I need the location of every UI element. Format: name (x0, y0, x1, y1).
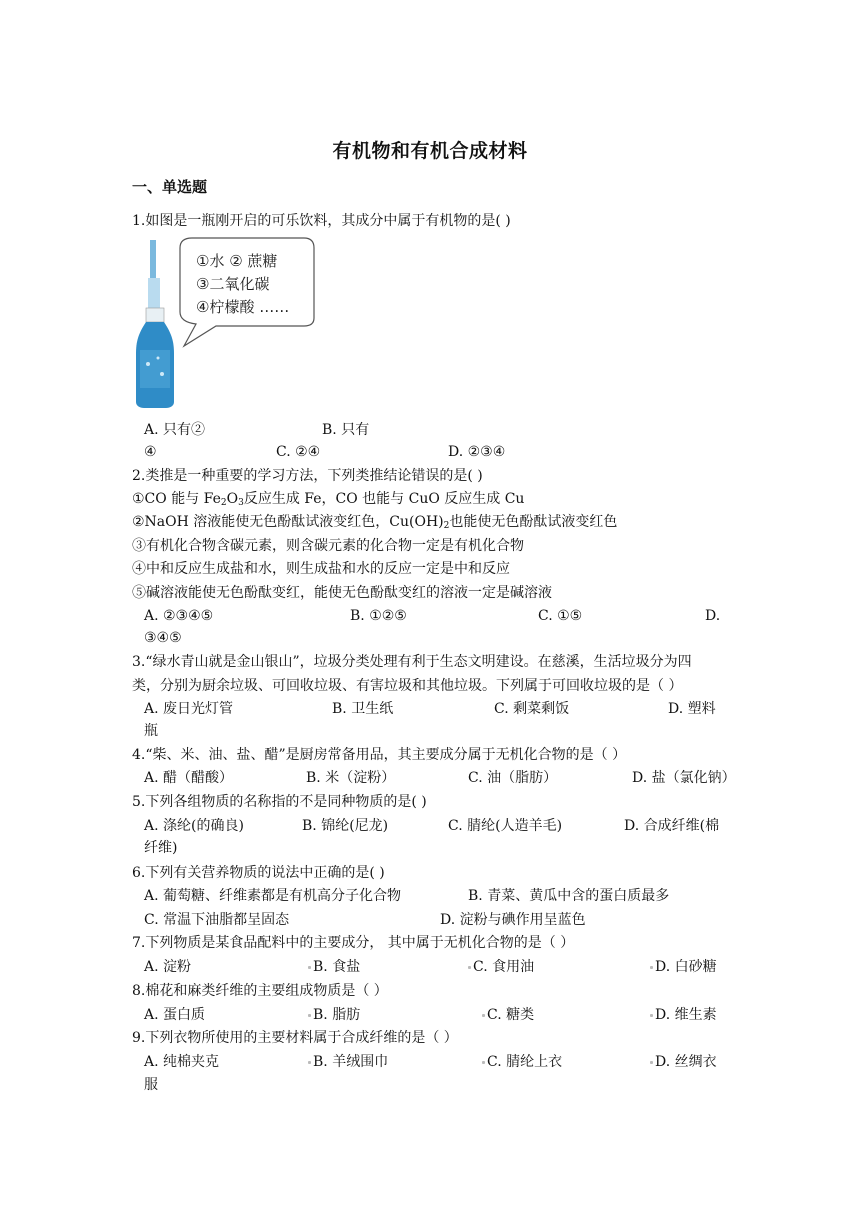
q4-option-a[interactable]: A. 醋（醋酸） (144, 770, 234, 786)
marker-dot (650, 1061, 653, 1064)
bubble-line-3: ④柠檬酸 …… (196, 298, 290, 316)
q6-option-d[interactable]: D. 淀粉与碘作用呈蓝色 (440, 912, 586, 928)
q5-option-d[interactable]: D. 合成纤维(棉 (624, 818, 720, 834)
cola-bottle-image (134, 238, 176, 410)
q9-option-c[interactable]: C. 腈纶上衣 (487, 1054, 563, 1070)
q9-option-b[interactable]: B. 羊绒围巾 (313, 1054, 389, 1070)
q2-option-c[interactable]: C. ①⑤ (538, 608, 583, 624)
q2-statement-3: ③有机化合物含碳元素，则含碳元素的化合物一定是有机化合物 (132, 538, 524, 554)
q2-option-b[interactable]: B. ①②⑤ (350, 608, 407, 624)
q3-option-a[interactable]: A. 废日光灯管 (144, 701, 234, 717)
q6-option-c[interactable]: C. 常温下油脂都呈固态 (144, 912, 290, 928)
document-title: 有机物和有机合成材料 (332, 140, 528, 162)
bubble-line-2: ③二氧化碳 (196, 275, 270, 293)
q8-option-c[interactable]: C. 糖类 (487, 1007, 535, 1023)
q1-option-c[interactable]: C. ②④ (276, 444, 321, 460)
q3-option-b[interactable]: B. 卫生纸 (332, 701, 394, 717)
question-4-stem: 4.“柴、米、油、盐、醋”是厨房常备用品，其主要成分属于无机化合物的是（ ） (132, 747, 627, 763)
q1-option-d[interactable]: D. ②③④ (448, 444, 506, 460)
marker-dot (650, 966, 653, 969)
marker-dot (468, 966, 471, 969)
q7-option-b[interactable]: B. 食盐 (313, 959, 361, 975)
q2-statement-2: ②NaOH 溶液能使无色酚酞试液变红色，$Cu(OH)_2$也能使无色酚酞试液变红色 (132, 514, 618, 531)
q2-statement-4: ④中和反应生成盐和水，则生成盐和水的反应一定是中和反应 (132, 561, 510, 577)
q2-statement-1: ①CO 能与 $Fe_2O_3$反应生成 Fe，CO 也能与 CuO 反应生成 Cu (132, 491, 525, 508)
q9-option-d-cont: 服 (144, 1077, 158, 1093)
section-heading: 一、单选题 (132, 178, 208, 196)
q8-option-b[interactable]: B. 脂肪 (313, 1007, 361, 1023)
q4-option-c[interactable]: C. 油（脂肪） (468, 770, 558, 786)
q4-option-d[interactable]: D. 盐（氯化钠） (632, 770, 736, 786)
q2-option-a[interactable]: A. ②③④⑤ (144, 608, 214, 624)
question-8-stem: 8.棉花和麻类纤维的主要组成物质是（ ） (132, 983, 388, 999)
question-3-stem-line-1: 3.“绿水青山就是金山银山”，垃圾分类处理有利于生态文明建设。在慈溪，生活垃圾分为四 (132, 654, 692, 670)
q6-option-b[interactable]: B. 青菜、黄瓜中含的蛋白质最多 (468, 888, 670, 904)
marker-dot (308, 966, 311, 969)
q3-option-d-cont: 瓶 (144, 723, 158, 739)
q5-option-d-cont: 纤维) (144, 840, 178, 856)
q8-option-d[interactable]: D. 维生素 (655, 1007, 717, 1023)
q7-option-a[interactable]: A. 淀粉 (144, 959, 192, 975)
marker-dot (308, 1014, 311, 1017)
q5-option-b[interactable]: B. 锦纶(尼龙) (302, 818, 389, 834)
bubble-line-1: ①水 ② 蔗糖 (196, 252, 278, 270)
question-1-stem: 1.如图是一瓶刚开启的可乐饮料，其成分中属于有机物的是( ) (132, 213, 511, 229)
question-2-stem: 2.类推是一种重要的学习方法，下列类推结论错误的是( ) (132, 468, 483, 484)
q3-option-d[interactable]: D. 塑料 (668, 701, 716, 717)
question-3-stem-line-2: 类，分别为厨余垃圾、可回收垃圾、有害垃圾和其他垃圾。下列属于可回收垃圾的是（ ） (132, 678, 683, 694)
marker-dot (482, 1014, 485, 1017)
q1-option-b[interactable]: B. 只有 (322, 422, 370, 438)
q6-option-a[interactable]: A. 葡萄糖、纤维素都是有机高分子化合物 (144, 888, 402, 904)
q2-statement-5: ⑤碱溶液能使无色酚酞变红，能使无色酚酞变红的溶液一定是碱溶液 (132, 585, 552, 601)
q3-option-c[interactable]: C. 剩菜剩饭 (494, 701, 570, 717)
marker-dot (650, 1014, 653, 1017)
q9-option-d[interactable]: D. 丝绸衣 (655, 1054, 717, 1070)
q1-option-b-cont: ④ (144, 444, 157, 460)
q1-option-a[interactable]: A. 只有② (144, 422, 206, 438)
q5-option-a[interactable]: A. 涤纶(的确良) (144, 818, 244, 834)
q4-option-b[interactable]: B. 米（淀粉） (306, 770, 396, 786)
question-5-stem: 5.下列各组物质的名称指的不是同种物质的是( ) (132, 794, 427, 810)
q9-option-a[interactable]: A. 纯棉夹克 (144, 1054, 220, 1070)
q5-option-c[interactable]: C. 腈纶(人造羊毛) (448, 818, 563, 834)
question-9-stem: 9.下列衣物所使用的主要材料属于合成纤维的是（ ） (132, 1030, 458, 1046)
marker-dot (308, 1061, 311, 1064)
q2-option-d[interactable]: D. (705, 608, 721, 624)
question-7-stem: 7.下列物质是某食品配料中的主要成分， 其中属于无机化合物的是（ ） (132, 935, 575, 951)
q2-option-d-cont: ③④⑤ (144, 630, 182, 646)
question-6-stem: 6.下列有关营养物质的说法中正确的是( ) (132, 865, 385, 881)
q7-option-c[interactable]: C. 食用油 (473, 959, 535, 975)
marker-dot (482, 1061, 485, 1064)
q7-option-d[interactable]: D. 白砂糖 (655, 959, 717, 975)
q8-option-a[interactable]: A. 蛋白质 (144, 1007, 206, 1023)
